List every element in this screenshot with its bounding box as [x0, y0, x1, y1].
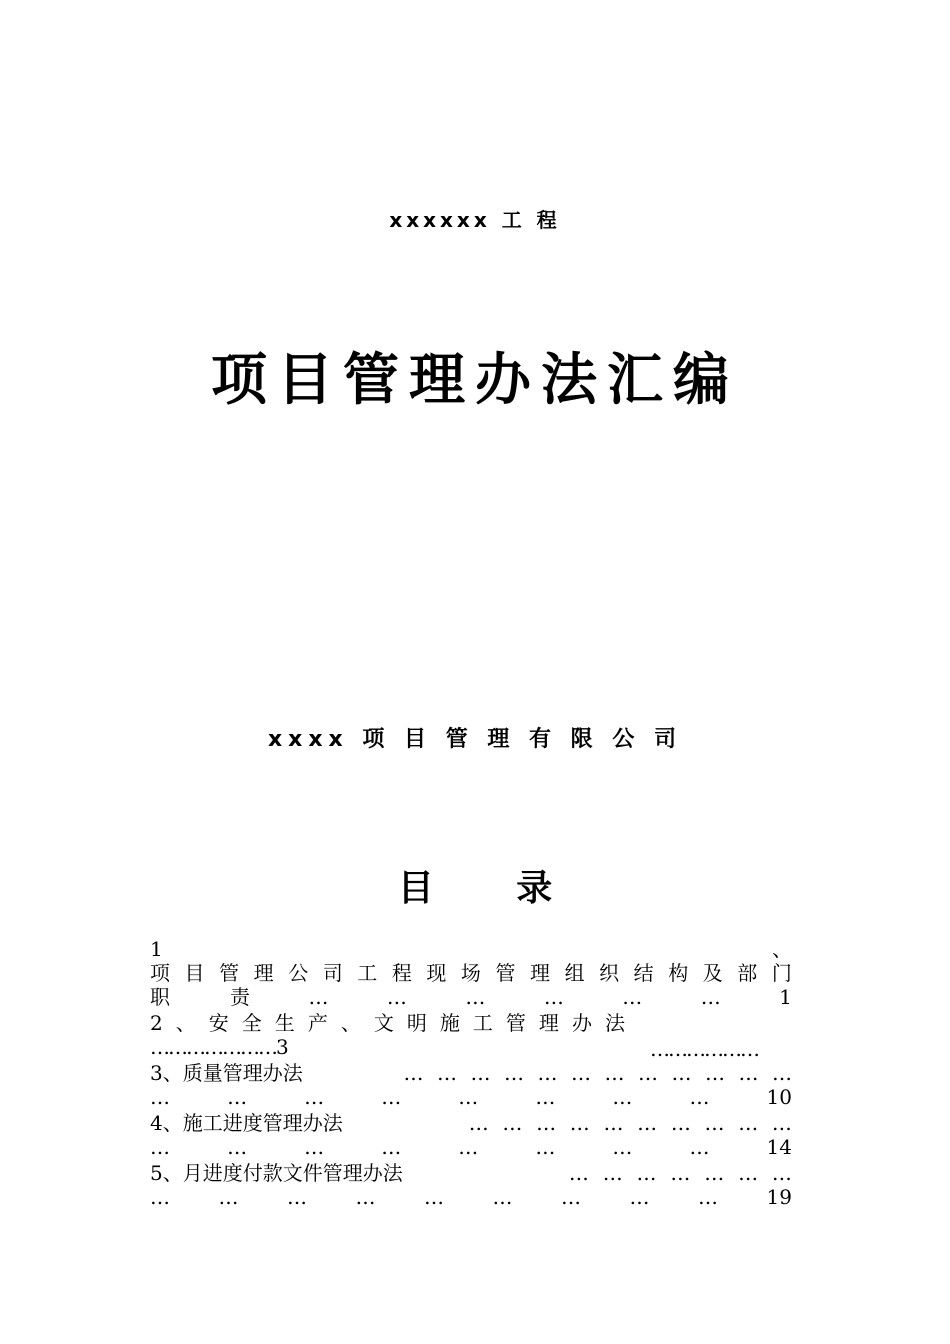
toc-entry-5-line-1: 5、月进度付款文件管理办法 … … … … … … …	[150, 1161, 792, 1185]
project-name-line: xxxxxx 工 程	[389, 208, 561, 232]
toc-entry-1-line-1	[150, 936, 792, 962]
toc-entry-page: 10	[766, 1085, 792, 1109]
toc-entry-1-line-2	[150, 960, 792, 986]
toc-entry-2-line-2: …………………3	[150, 1035, 289, 1059]
toc-entry-title: 项 目 管 理 公 司 工 程 现 场 管 理 组 织 结 构 及 部 门	[150, 961, 792, 985]
toc-entry-title: 2 、 安 全 生 产 、 文 明 施 工 管 理 办 法	[150, 1011, 625, 1035]
toc-entry-page: 14	[766, 1135, 792, 1159]
document-title: 项目管理办法汇编	[211, 348, 739, 413]
toc-entry-3-line-2: … … … … … … … … 10	[150, 1085, 792, 1109]
toc-entry-page: 1	[779, 985, 792, 1009]
toc-entry-4-line-2: … … … … … … … … 14	[150, 1135, 792, 1159]
toc-entry-title-continued: 职 责	[150, 985, 250, 1009]
company-name: xxxx 项 目 管 理 有 限 公 司	[267, 727, 683, 752]
toc-entry-punct: 、	[772, 937, 792, 961]
toc-entry-page: 3	[276, 1035, 289, 1059]
toc-entry-3-line-1: 3、质量管理办法 … … … … … … … … … … … …	[150, 1061, 792, 1085]
toc-entry-4-line-1: 4、施工进度管理办法 … … … … … … … … … …	[150, 1111, 792, 1135]
toc-entry-page: 19	[766, 1185, 792, 1209]
toc-entry-number: 1	[150, 937, 163, 961]
toc-entry-title: 5、月进度付款文件管理办法	[150, 1161, 403, 1185]
toc-entry-title: 3、质量管理办法	[150, 1061, 303, 1085]
toc-entry-1-line-3: 职 责 … … … … … … 1	[150, 985, 792, 1009]
toc-entry-title: 4、施工进度管理办法	[150, 1111, 343, 1135]
toc-entry-5-line-2: … … … … … … … … … 19	[150, 1185, 792, 1209]
toc-entry-2-line-1: 2 、 安 全 生 产 、 文 明 施 工 管 理 办 法 ………………	[150, 1011, 758, 1061]
toc-heading: 目 录	[397, 868, 553, 909]
